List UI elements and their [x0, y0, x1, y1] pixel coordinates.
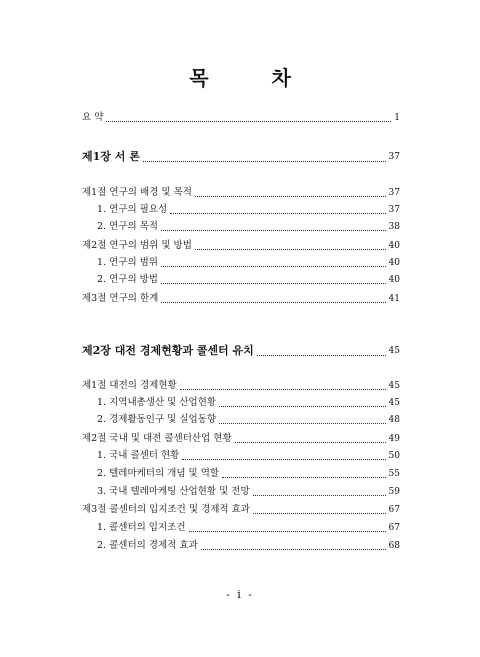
toc-entry-label: 제2장 대전 경제현황과 콜센터 유치: [82, 344, 254, 357]
toc-subsection-entry: [97, 257, 400, 269]
toc-dot-leader: [195, 249, 386, 250]
toc-subsection-entry: [97, 414, 400, 426]
toc-entry-page: 40: [388, 258, 400, 268]
toc-subsection-entry: [97, 486, 400, 498]
toc-subsection-entry: [97, 221, 400, 233]
toc-dot-leader: [180, 389, 386, 390]
toc-dot-leader: [201, 549, 386, 550]
toc-entry-page: 45: [388, 398, 400, 408]
toc-entry-page: 67: [388, 505, 400, 515]
toc-entry-page: 68: [388, 541, 400, 551]
toc-subsection-entry: [97, 522, 400, 534]
toc-entry-label: 2. 콜센터의 경제적 효과: [97, 540, 198, 551]
toc-entry-page: 40: [388, 241, 400, 251]
toc-entry-label: 제3절 콜센터의 입지조건 및 경제적 효과: [82, 504, 250, 515]
toc-section-entry: [82, 187, 400, 199]
toc-dot-leader: [235, 442, 386, 443]
toc-dot-leader: [161, 266, 386, 267]
toc-entry-label: 제1절 대전의 경제현황: [82, 380, 177, 391]
toc-entry-page: 38: [388, 222, 400, 232]
toc-dot-leader: [143, 161, 386, 162]
toc-entry-label: 1. 지역내총생산 및 산업현황: [97, 397, 217, 408]
toc-entry-label: 1. 국내 콜센터 현황: [97, 450, 180, 461]
toc-section-entry: [82, 112, 400, 124]
toc-dot-leader: [253, 495, 386, 496]
toc-dot-leader: [170, 213, 385, 214]
toc-dot-leader: [195, 196, 386, 197]
toc-entry-page: 67: [388, 523, 400, 533]
toc-entry-page: 59: [388, 487, 400, 497]
toc-entry-label: 제1장 서 론: [82, 150, 140, 163]
toc-dot-leader: [161, 283, 386, 284]
toc-chapter-entry: [82, 150, 400, 164]
toc-dot-leader: [222, 477, 385, 478]
toc-subsection-entry: [97, 397, 400, 409]
toc-entry-page: 37: [388, 205, 400, 215]
toc-chapter-entry: [82, 344, 400, 358]
toc-dot-leader: [257, 355, 386, 356]
page-number: - i -: [226, 588, 254, 601]
toc-dot-leader: [219, 423, 385, 424]
toc-dot-leader: [161, 230, 386, 231]
toc-entry-page: 45: [388, 381, 400, 391]
toc-entry-page: 41: [388, 294, 400, 304]
toc-entry-page: 1: [394, 113, 400, 123]
toc-entry-page: 49: [388, 434, 400, 444]
toc-dot-leader: [219, 406, 385, 407]
toc-section-entry: [82, 240, 400, 252]
toc-subsection-entry: [97, 274, 400, 286]
toc-entry-label: 제1절 연구의 배경 및 목적: [82, 187, 192, 198]
toc-dot-leader: [182, 459, 385, 460]
toc-entry-page: 45: [388, 346, 400, 356]
toc-entry-page: 40: [388, 275, 400, 285]
toc-subsection-entry: [97, 204, 400, 216]
toc-entry-label: 제2절 연구의 범위 및 방법: [82, 240, 192, 251]
toc-section-entry: [82, 433, 400, 445]
toc-subsection-entry: [97, 450, 400, 462]
toc-entry-label: 요 약: [82, 112, 104, 123]
toc-entry-label: 2. 텔레마케터의 개념 및 역할: [97, 468, 220, 479]
toc-entry-label: 제2절 국내 및 대전 콜센터산업 현황: [82, 433, 232, 444]
toc-entry-label: 2. 경제활동인구 및 실업동향: [97, 414, 217, 425]
toc-dot-leader: [161, 302, 385, 303]
toc-dot-leader: [189, 531, 386, 532]
toc-entry-label: 2. 연구의 방법: [97, 274, 158, 285]
toc-entry-page: 55: [388, 469, 400, 479]
toc-subsection-entry: [97, 468, 400, 480]
toc-dot-leader: [106, 121, 391, 122]
toc-subsection-entry: [97, 540, 400, 552]
toc-dot-leader: [253, 513, 386, 514]
toc-entry-label: 1. 연구의 범위: [97, 257, 158, 268]
toc-entry-label: 3. 국내 텔레마케팅 산업현황 및 전망: [97, 486, 250, 497]
toc-entry-page: 50: [388, 451, 400, 461]
toc-entry-label: 1. 콜센터의 입지조건: [97, 522, 186, 533]
toc-entry-label: 1. 연구의 필요성: [97, 204, 168, 215]
toc-section-entry: [82, 504, 400, 516]
toc-entry-label: 제3절 연구의 한계: [82, 293, 159, 304]
toc-entry-page: 37: [388, 188, 400, 198]
toc-entry-page: 37: [388, 152, 400, 162]
toc-section-entry: [82, 293, 400, 305]
toc-entry-label: 2. 연구의 목적: [97, 221, 158, 232]
page-title: 목 차: [189, 66, 319, 90]
toc-entry-page: 48: [388, 415, 400, 425]
toc-section-entry: [82, 380, 400, 392]
